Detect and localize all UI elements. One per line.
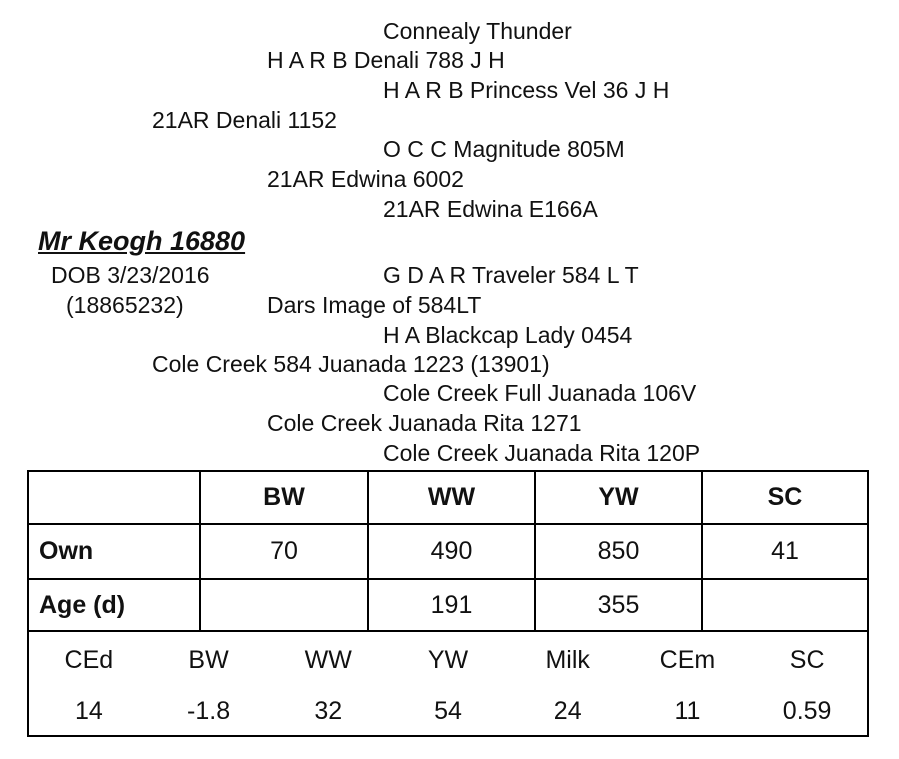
registration-number: (18865232) [66, 292, 184, 318]
header-corner [29, 472, 201, 525]
own-sc: 41 [703, 525, 867, 580]
dam-dam-dam: Cole Creek Juanada Rita 120P [383, 440, 701, 466]
epd-value-bw: -1.8 [187, 696, 231, 725]
age-yw: 355 [536, 580, 703, 632]
sire-dam-dam: 21AR Edwina E166A [383, 196, 598, 222]
sire-dam: 21AR Edwina 6002 [267, 166, 464, 192]
age-ww: 191 [369, 580, 536, 632]
dam: Cole Creek 584 Juanada 1223 (13901) [152, 351, 550, 377]
dam-sire: Dars Image of 584LT [267, 292, 482, 318]
header-yw: YW [536, 472, 703, 525]
age-bw [201, 580, 369, 632]
sire-dam-sire: O C C Magnitude 805M [383, 136, 625, 162]
epd-label-sc: SC [789, 645, 825, 674]
dam-sire-dam: H A Blackcap Lady 0454 [383, 322, 633, 348]
epd-value-yw: 54 [434, 696, 462, 725]
epd-label-bw: BW [188, 645, 229, 674]
epd-label-ced: CEd [64, 645, 114, 674]
epd-value-cem: 11 [674, 696, 701, 725]
epd-value-milk: 24 [553, 696, 582, 725]
epd-value-ww: 32 [314, 696, 343, 725]
epd-label-yw: YW [427, 645, 469, 674]
epd-label-milk: Milk [545, 645, 590, 674]
sire-sire-sire: Connealy Thunder [383, 18, 572, 44]
dam-sire-sire: G D A R Traveler 584 L T [383, 262, 639, 288]
own-bw: 70 [201, 525, 369, 580]
epd-value-sc: 0.59 [782, 696, 832, 725]
sire-sire-dam: H A R B Princess Vel 36 J H [383, 77, 670, 103]
dam-dam-sire: Cole Creek Full Juanada 106V [383, 380, 697, 406]
row-label-own: Own [29, 525, 201, 580]
age-sc [703, 580, 867, 632]
epd-value-ced: 14 [74, 696, 103, 725]
row-label-age: Age (d) [29, 580, 201, 632]
own-yw: 850 [536, 525, 703, 580]
performance-table [27, 470, 869, 737]
dob: DOB 3/23/2016 [51, 262, 210, 288]
epd-section [29, 634, 867, 739]
dam-dam: Cole Creek Juanada Rita 1271 [267, 410, 582, 436]
header-ww: WW [369, 472, 536, 525]
sire-sire: H A R B Denali 788 J H [267, 47, 505, 73]
header-sc: SC [703, 472, 867, 525]
animal-name: Mr Keogh 16880 [38, 226, 246, 256]
epd-label-ww: WW [304, 645, 352, 674]
epd-label-cem: CEm [659, 645, 716, 674]
header-bw: BW [201, 472, 369, 525]
sire: 21AR Denali 1152 [152, 107, 337, 133]
own-ww: 490 [369, 525, 536, 580]
